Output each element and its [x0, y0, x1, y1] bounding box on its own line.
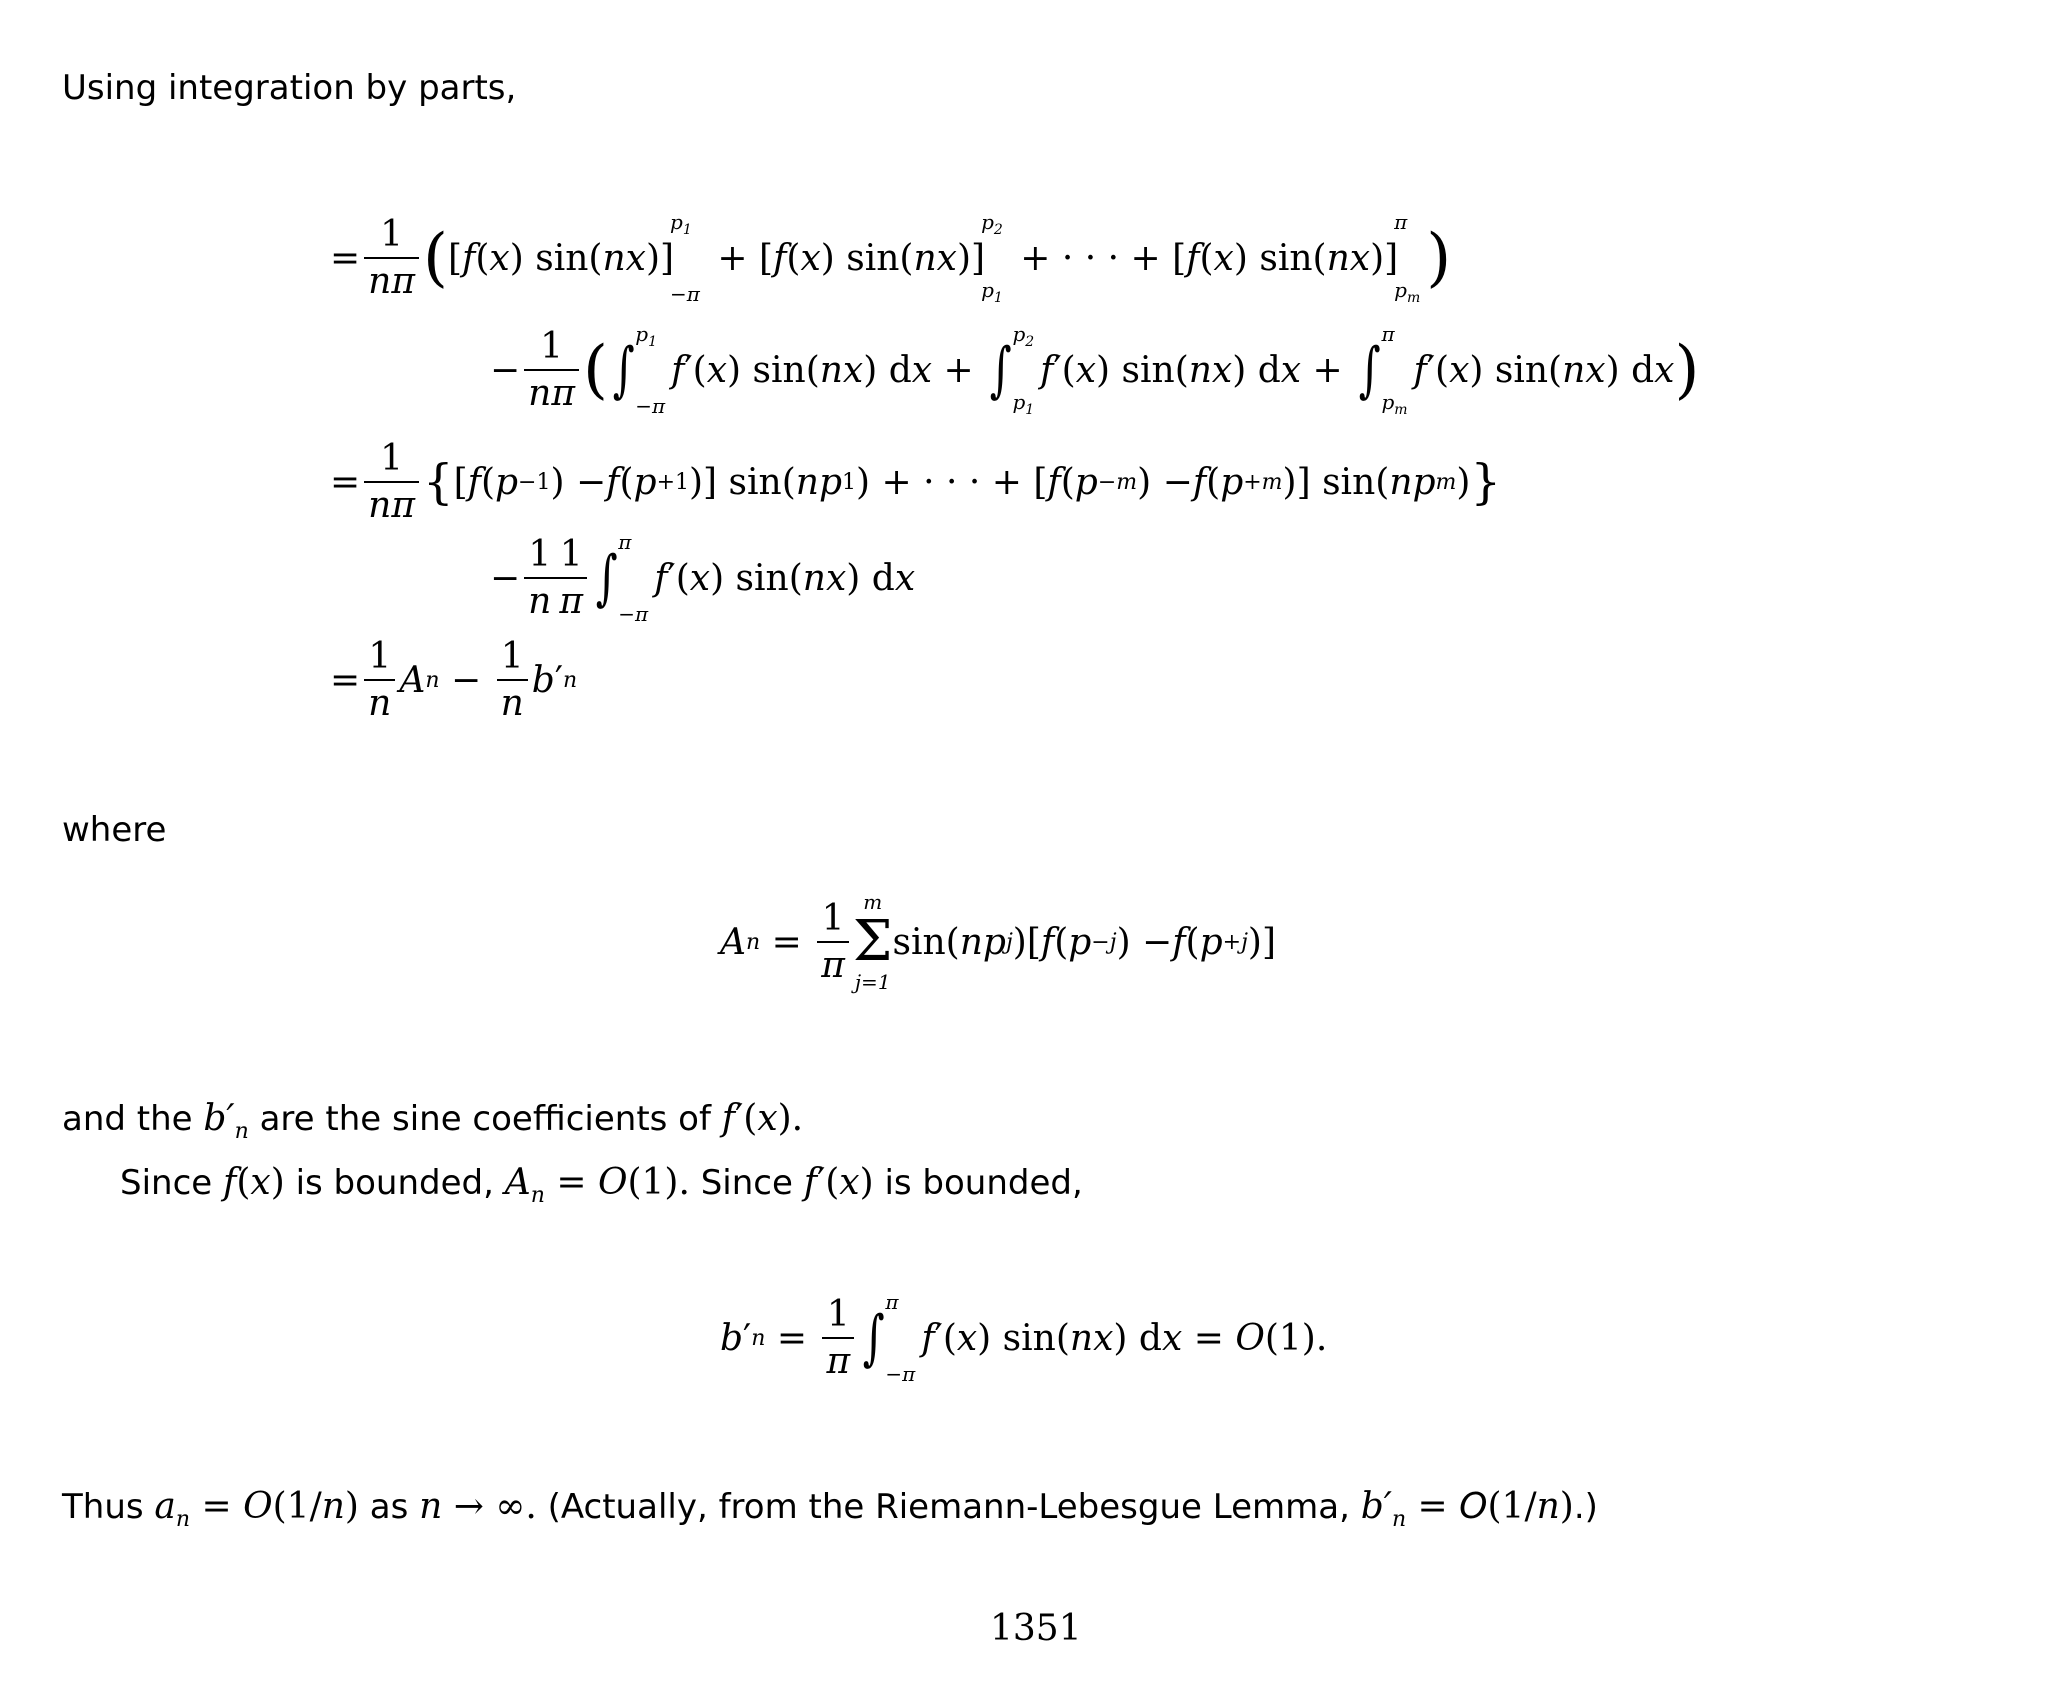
where-text: where	[62, 810, 167, 850]
sine-coefficients-sentence: and the $b'_n$ are the sine coefficients of f′(x).	[62, 1098, 804, 1145]
conclusion-sentence: Thus $a_n = O(1/n)$ as n → ∞. (Actually, from the Riemann-Lebesgue Lemma, $b'_n = O(1/n)$.)	[62, 1486, 1598, 1533]
summation-symbol: m Σ j=1	[852, 890, 893, 994]
page-number: 1351	[990, 1608, 1082, 1649]
equation-line-1: = $\frac{1}{n\pi}$ ( [ f ( x ) sin( nx )] $p_1$ −π + [ f ( x ) sin( nx )] $p_2$ $p_1$ + · · · + [ f ( x ) sin( nx )] π $p_m$ )	[330, 210, 1452, 306]
equation-line-5: = $\frac{1}{n}$ A n − $\frac{1}{n}$ b ′ n	[330, 636, 578, 724]
intro-text: Using integration by parts,	[62, 68, 517, 108]
fraction: $\frac{1}{n\pi}$	[364, 214, 419, 302]
equation-An: A n = $\frac{1}{\pi}$ m Σ j=1 sin( np j )[ f ( p − j ) − f ( p + j )]	[720, 890, 1276, 994]
equation-line-2: − $\frac{1}{n\pi}$ ( ∫ $p_1$ −π f ′( x ) sin( nx ) d x + ∫ $p_2$ $p_1$ f ′( x ) sin( nx ) d x + ∫ π $p_m$ f ′( x ) sin( nx ) d x )	[490, 322, 1700, 418]
equation-bn: b ′ n = $\frac{1}{\pi}$ ∫ π −π f ′( x ) sin( nx ) d x = O (1).	[720, 1290, 1328, 1386]
equation-line-4: − $\frac{1}{n}$ $\frac{1}{\pi}$ ∫ π −π f ′( x ) sin( nx ) d x	[490, 530, 916, 626]
bounded-sentence: Since f(x) is bounded, $A_n = O(1)$. Since f′(x) is bounded,	[120, 1162, 1083, 1209]
equation-line-3: = $\frac{1}{n\pi}$ { [ f ( p − 1 ) − f ( p + 1 )] sin( np 1 ) + · · · + [ f ( p − m ) − f ( p + m )] sin( np m ) }	[330, 438, 1502, 526]
